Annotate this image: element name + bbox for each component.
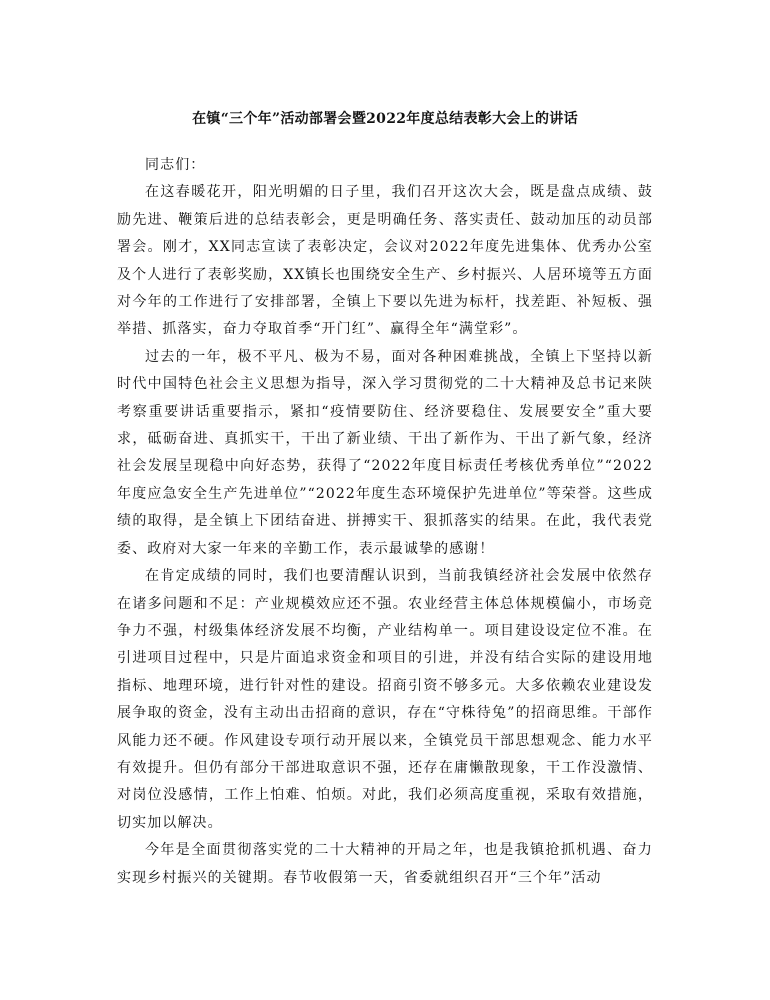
paragraph-4: 今年是全面贯彻落实党的二十大精神的开局之年，也是我镇抢抓机遇、奋力实现乡村振兴的关键期。春节收假第一天，省委就组织召开“三个年”活动 — [117, 842, 653, 886]
salutation: 同志们： — [145, 157, 206, 173]
document-body — [117, 152, 653, 892]
paragraph-3: 在肯定成绩的同时，我们也要清醒认识到，当前我镇经济社会发展中依然存在诸多问题和不足：产业规模效应还不强。农业经营主体总体规模偏小，市场竞争力不强，村级集体经济发展不均衡，产业结构单一。项目建设设定位不准。在引进项目过程中，只是片面追求资金和项目的引进，并没有结合实际的建设用地指标、地理环境，进行针对性的建设。招商引资不够多元。大多依赖农业建设发展争取的资金，没有主动出击招商的意识，存在“守株待兔”的招商思维。干部作风能力还不硬。作风建设专项行动开展以来，全镇党员干部思想观念、能力水平有效提升。但仍有部分干部进取意识不强，还存在庸懒散现象，干工作没激情、对岗位没感情，工作上怕难、怕烦。对此，我们必须高度重视，采取有效措施，切实加以解决。 — [117, 568, 653, 831]
document-title: 在镇“三个年”活动部署会暨2022年度总结表彰大会上的讲话 — [192, 111, 578, 127]
paragraph-2: 过去的一年，极不平凡、极为不易，面对各种困难挑战，全镇上下坚持以新时代中国特色社会主义思想为指导，深入学习贯彻党的二十大精神及总书记来陕考察重要讲话重要指示，紧扣“疫情要防住、经济要稳住、发展要安全”重大要求，砥砺奋进、真抓实干，干出了新业绩、干出了新作为、干出了新气象，经济社会发展呈现稳中向好态势，获得了“2022年度目标责任考核优秀单位”“2022年度应急安全生产先进单位”“2022年度生态环境保护先进单位”等荣誉。这些成绩的取得，是全镇上下团结奋进、拼搏实干、狠抓落实的结果。在此，我代表党委、政府对大家一年来的辛勤工作，表示最诚挚的感谢！ — [117, 348, 653, 557]
paragraph-1: 在这春暖花开，阳光明媚的日子里，我们召开这次大会，既是盘点成绩、鼓励先进、鞭策后进的总结表彰会，更是明确任务、落实责任、鼓动加压的动员部署会。刚才，XX同志宣读了表彰决定，会议对2022年度先进集体、优秀办公室及个人进行了表彰奖励，XX镇长也围绕安全生产、乡村振兴、人居环境等五方面对今年的工作进行了安排部署，全镇上下要以先进为标杆，找差距、补短板、强举措、抓落实，奋力夺取首季“开门红”、赢得全年“满堂彩”。 — [117, 184, 653, 338]
